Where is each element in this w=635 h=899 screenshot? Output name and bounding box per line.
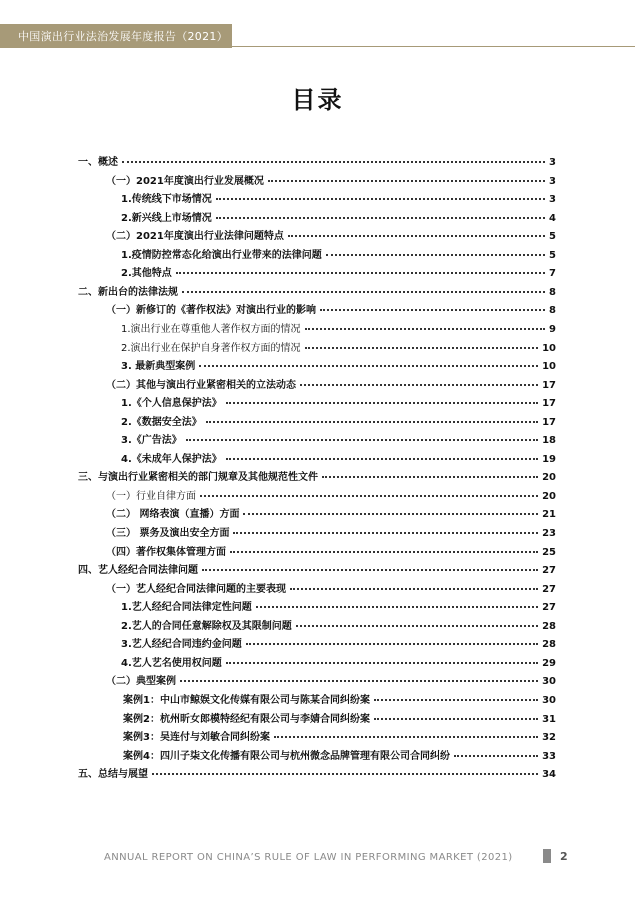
toc-entry[interactable] <box>121 450 556 464</box>
toc-entry[interactable] <box>121 209 556 223</box>
toc-entry-page: 32 <box>542 732 556 744</box>
toc-entry[interactable] <box>121 264 556 278</box>
toc-entry-page: 3 <box>549 194 556 206</box>
toc-entry-page: 5 <box>549 231 556 243</box>
toc-entry[interactable] <box>121 320 556 334</box>
toc-entry-label: 1.疫情防控常态化给演出行业带来的法律问题 <box>121 249 322 261</box>
toc-entry-page: 20 <box>542 490 556 502</box>
toc-entry-page: 8 <box>549 305 556 317</box>
toc-entry-page: 19 <box>542 453 556 465</box>
toc-entry-label: （四）著作权集体管理方面 <box>106 546 226 558</box>
toc-entry-label: 3.艺人经纪合同违约金问题 <box>121 639 242 651</box>
toc-entry[interactable] <box>106 376 556 390</box>
toc-entry-label: 一、概述 <box>78 157 118 168</box>
toc-entry-page: 10 <box>542 361 556 373</box>
toc-entry-label: 2.其他特点 <box>121 268 172 280</box>
toc-entry[interactable] <box>121 357 556 371</box>
toc-entry-label: （一）艺人经纪合同法律问题的主要表现 <box>106 583 286 595</box>
toc-leader-dots <box>199 355 538 367</box>
toc-entry-page: 28 <box>542 639 556 651</box>
toc-entry-page: 5 <box>549 249 556 261</box>
toc-entry-page: 17 <box>542 398 556 410</box>
toc-entry-page: 27 <box>542 583 556 595</box>
toc-entry-page: 31 <box>542 713 556 725</box>
toc-leader-dots <box>202 559 538 571</box>
toc-leader-dots <box>186 429 538 441</box>
toc-entry-label: 3.《广告法》 <box>121 435 182 447</box>
toc-entry-page: 21 <box>542 509 556 521</box>
toc-entry-page: 17 <box>542 379 556 391</box>
toc-entry[interactable] <box>121 339 556 353</box>
toc-leader-dots <box>305 337 539 349</box>
toc-entry[interactable] <box>121 635 556 649</box>
toc-entry[interactable] <box>106 524 556 538</box>
toc-entry[interactable] <box>106 580 556 594</box>
toc-leader-dots <box>216 188 545 200</box>
toc-leader-dots <box>374 708 538 720</box>
toc-leader-dots <box>180 670 538 682</box>
toc-entry-page: 20 <box>542 472 556 484</box>
footer-report-title: ANNUAL REPORT ON CHINA’S RULE OF LAW IN PERFORMING MARKET (2021) <box>104 852 513 863</box>
toc-entry[interactable] <box>121 617 556 631</box>
toc-entry-page: 23 <box>542 528 556 539</box>
toc-leader-dots <box>256 596 538 608</box>
toc-entry-label: 2.《数据安全法》 <box>121 416 202 428</box>
toc-leader-dots <box>206 411 538 423</box>
toc-leader-dots <box>226 652 538 664</box>
toc-entry-label: 4.《未成年人保护法》 <box>121 453 222 465</box>
toc-leader-dots <box>288 225 545 237</box>
toc-entry[interactable] <box>121 413 556 427</box>
toc-leader-dots <box>233 522 538 534</box>
toc-entry-label: （二） 网络表演（直播）方面 <box>106 509 240 521</box>
toc-entry[interactable] <box>123 691 556 705</box>
toc-entry-page: 33 <box>542 750 556 762</box>
toc-entry[interactable] <box>106 301 556 315</box>
toc-entry-page: 4 <box>549 212 556 224</box>
toc-entry[interactable] <box>123 728 556 742</box>
toc-entry[interactable] <box>106 487 556 501</box>
toc-entry-page: 34 <box>542 769 556 781</box>
toc-entry-label: 1.《个人信息保护法》 <box>121 398 222 410</box>
toc-leader-dots <box>200 485 538 497</box>
toc-entry[interactable] <box>106 672 556 686</box>
toc-entry-page: 30 <box>542 694 556 706</box>
toc-leader-dots <box>374 689 538 701</box>
toc-leader-dots <box>216 207 545 219</box>
toc-entry[interactable] <box>123 710 556 724</box>
toc-entry-page: 9 <box>549 323 556 335</box>
toc-entry-label: 四、艺人经纪合同法律问题 <box>78 565 198 577</box>
toc-entry-page: 29 <box>542 657 556 669</box>
toc-leader-dots <box>176 262 545 274</box>
toc-leader-dots <box>246 633 538 645</box>
toc-entry-page: 8 <box>549 286 556 298</box>
toc-entry-label: （三） 票务及演出安全方面 <box>106 528 230 539</box>
toc-leader-dots <box>454 745 538 757</box>
toc-entry[interactable] <box>106 172 556 186</box>
toc-leader-dots <box>152 763 538 775</box>
toc-entry-page: 10 <box>542 342 556 354</box>
toc-entry-label: 二、新出台的法律法规 <box>78 286 178 298</box>
toc-entry-label: 3. 最新典型案例 <box>121 361 196 373</box>
toc-entry-label: （二）典型案例 <box>106 676 176 688</box>
toc-entry-label: 三、与演出行业紧密相关的部门规章及其他规范性文件 <box>78 472 318 484</box>
toc-leader-dots <box>305 318 545 330</box>
toc-entry[interactable] <box>106 227 556 241</box>
toc-entry-label: 案例4：四川子柒文化传播有限公司与杭州微念品牌管理有限公司合同纠纷 <box>123 750 450 762</box>
toc-leader-dots <box>226 392 538 404</box>
toc-entry-page: 28 <box>542 620 556 632</box>
toc-leader-dots <box>122 151 545 163</box>
footer-marker <box>543 849 551 863</box>
toc-leader-dots <box>274 726 538 738</box>
toc-entry-page: 7 <box>549 268 556 280</box>
toc-entry-label: （二）2021年度演出行业法律问题特点 <box>106 231 284 243</box>
toc-entry-page: 27 <box>542 602 556 614</box>
toc-entry[interactable] <box>121 431 556 445</box>
page-title: 目录 <box>291 86 344 114</box>
toc-entry-page: 18 <box>542 435 556 447</box>
toc-leader-dots <box>326 244 545 256</box>
toc-entry-label: 五、总结与展望 <box>78 769 148 781</box>
toc-leader-dots <box>230 541 538 553</box>
toc-entry-page: 3 <box>549 175 556 187</box>
toc-entry-label: 案例1：中山市鲸娱文化传媒有限公司与陈某合同纠纷案 <box>123 694 370 706</box>
toc-entry[interactable] <box>121 598 556 612</box>
toc-leader-dots <box>226 448 538 460</box>
toc-entry-label: 2.演出行业在保护自身著作权方面的情况 <box>121 342 301 354</box>
toc-entry[interactable] <box>106 505 556 519</box>
toc-entry-label: 2.新兴线上市场情况 <box>121 212 212 224</box>
toc-entry[interactable] <box>121 190 556 204</box>
toc-entry-label: 2.艺人的合同任意解除权及其限制问题 <box>121 620 292 632</box>
toc-entry[interactable] <box>78 561 556 575</box>
toc-leader-dots <box>320 299 545 311</box>
toc-entry[interactable] <box>78 468 556 482</box>
toc-leader-dots <box>243 503 538 515</box>
toc-entry-label: （一）行业自律方面 <box>106 490 196 502</box>
toc-entry-label: （一）2021年度演出行业发展概况 <box>106 175 264 187</box>
header-title: 中国演出行业法治发展年度报告（2021） <box>18 30 228 43</box>
toc-entry-label: 1.艺人经纪合同法律定性问题 <box>121 602 252 614</box>
toc-entry-page: 27 <box>542 565 556 577</box>
toc-entry-label: 1.传统线下市场情况 <box>121 194 212 206</box>
toc-leader-dots <box>300 374 538 386</box>
toc-entry[interactable] <box>78 283 556 297</box>
toc-entry[interactable] <box>121 654 556 668</box>
toc-entry[interactable] <box>78 765 556 779</box>
toc-entry-label: （一）新修订的《著作权法》对演出行业的影响 <box>106 305 316 317</box>
toc-entry-label: （二）其他与演出行业紧密相关的立法动态 <box>106 379 296 391</box>
toc-entry[interactable] <box>78 153 556 167</box>
toc-entry-label: 案例2：杭州昕女郎模特经纪有限公司与李婧合同纠纷案 <box>123 713 370 725</box>
header-divider <box>232 46 635 47</box>
footer-page-number: 2 <box>560 850 568 863</box>
toc-entry-page: 30 <box>542 676 556 688</box>
toc-leader-dots <box>268 170 545 182</box>
toc-entry[interactable] <box>123 747 556 761</box>
toc-leader-dots <box>182 281 545 293</box>
toc-leader-dots <box>290 578 538 590</box>
toc-entry-label: 1.演出行业在尊重他人著作权方面的情况 <box>121 323 301 335</box>
toc-entry[interactable] <box>121 394 556 408</box>
header-bar <box>0 24 232 48</box>
toc-leader-dots <box>322 466 538 478</box>
toc-entry[interactable] <box>106 543 556 557</box>
toc-leader-dots <box>296 615 538 627</box>
toc-entry-page: 17 <box>542 416 556 428</box>
toc-entry-label: 案例3：吴连付与刘敏合同纠纷案 <box>123 732 270 744</box>
toc-entry-page: 25 <box>542 546 556 558</box>
toc-entry[interactable] <box>121 246 556 260</box>
toc-entry-label: 4.艺人艺名使用权问题 <box>121 657 222 669</box>
toc-entry-page: 3 <box>549 157 556 168</box>
